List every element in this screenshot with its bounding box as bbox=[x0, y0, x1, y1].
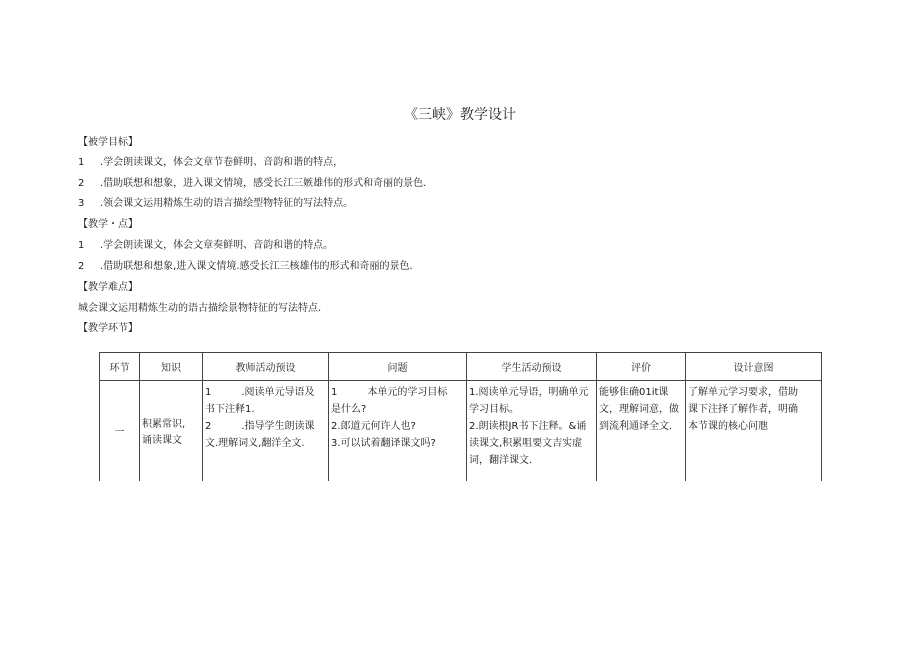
table-row bbox=[100, 381, 822, 482]
question-line-number: 1 bbox=[331, 387, 338, 398]
goal-number: 2 bbox=[78, 178, 85, 189]
question-line bbox=[331, 384, 464, 401]
key-point-item bbox=[78, 260, 413, 274]
question-line: 3.可以试着翻译课文吗? bbox=[331, 438, 436, 449]
student-line: 学习目标。 bbox=[469, 404, 519, 415]
header-knowledge: 知识 bbox=[140, 353, 203, 381]
cell-student-activity bbox=[467, 381, 597, 482]
goal-text: .领会课文运用精炼生动的语言描绘型物特征的写法特点。 bbox=[100, 198, 354, 209]
evaluation-line: 文，理解词意，做 bbox=[599, 404, 679, 415]
header-design-intent: 设计意图 bbox=[686, 353, 822, 381]
key-point-number: 1 bbox=[78, 240, 85, 251]
intent-line: 了解单元学习要求，借助 bbox=[688, 387, 798, 398]
goals-heading: 【被学目标】 bbox=[78, 137, 138, 148]
header-questions: 问题 bbox=[329, 353, 467, 381]
teacher-line-text: .阅读单元导语及 bbox=[241, 387, 315, 398]
table-header-row bbox=[100, 353, 822, 381]
goal-item bbox=[78, 177, 426, 191]
goal-item bbox=[78, 197, 353, 211]
key-points-heading: 【教学・点】 bbox=[78, 219, 138, 230]
header-step: 环节 bbox=[100, 353, 140, 381]
key-point-text: .学会朗读课文，体会文章奏鲜明、音韵和谐的特点。 bbox=[100, 240, 334, 251]
cell-design-intent bbox=[686, 381, 822, 482]
header-teacher-activity: 教师活动预设 bbox=[203, 353, 329, 381]
teacher-line-number: 1 bbox=[205, 387, 212, 398]
teacher-line: 书下注释1. bbox=[205, 404, 255, 415]
teaching-steps-table bbox=[99, 352, 822, 481]
student-line: 1.阅读单元导语，明确单元 bbox=[469, 387, 589, 398]
student-line: 词，翻洋课文. bbox=[469, 455, 533, 466]
knowledge-line: 诵读课文 bbox=[142, 434, 182, 446]
student-line: 2.朗读根JR书下注释。&诵 bbox=[469, 421, 587, 432]
knowledge-line: 积累常识, bbox=[142, 418, 186, 430]
cell-teacher-activity bbox=[203, 381, 329, 482]
evaluation-line: 到流利通译全文. bbox=[599, 421, 673, 432]
student-line: 读课文,积累咀要文吉实虚 bbox=[469, 438, 583, 449]
cell-step: 一 bbox=[100, 381, 140, 482]
header-evaluation: 评价 bbox=[597, 353, 686, 381]
intent-line: 本节课的核心问虺 bbox=[688, 421, 768, 432]
key-point-text: .借助联想和想象,进入课文情境.感受长江三核雄伟的形式和奇丽的景色. bbox=[100, 261, 413, 272]
intent-line: 课下注择了解作者，明确 bbox=[688, 404, 798, 415]
document-title: 《三峡》教学设计 bbox=[404, 107, 516, 123]
steps-heading: 【教学环节】 bbox=[78, 323, 138, 334]
goal-item bbox=[78, 156, 343, 170]
question-line: 2.郎道元何许人也? bbox=[331, 421, 416, 432]
question-line-text: 本单元的学习目标 bbox=[367, 387, 448, 398]
cell-knowledge bbox=[140, 381, 203, 482]
goal-number: 3 bbox=[78, 198, 85, 209]
cell-questions bbox=[329, 381, 467, 482]
teacher-line-number: 2 bbox=[205, 421, 212, 432]
difficulty-heading: 【教学难点】 bbox=[78, 282, 138, 293]
evaluation-line: 能够隹确01it课 bbox=[599, 387, 669, 398]
teacher-line-text: .指导学生朗读课 bbox=[241, 421, 315, 432]
goal-text: .借助联想和想象，进入课文情境，感受长江三嫉雄伟的形式和奇丽的景色. bbox=[100, 178, 427, 189]
difficulty-text: 城会课文运用精炼生动的语古描绘景物特征的写法特点. bbox=[78, 303, 322, 314]
header-student-activity: 学生活动预设 bbox=[467, 353, 597, 381]
key-point-item bbox=[78, 239, 333, 253]
teacher-line bbox=[205, 384, 326, 401]
cell-evaluation bbox=[597, 381, 686, 482]
key-point-number: 2 bbox=[78, 261, 85, 272]
question-line: 是什么? bbox=[331, 404, 367, 415]
teacher-line bbox=[205, 418, 326, 435]
goal-text: .学会朗读课文，体会文章节卷鲜明、音韵和谐的特点， bbox=[100, 157, 344, 168]
goal-number: 1 bbox=[78, 157, 85, 168]
teacher-line: 文.理解词义,翻洋全文. bbox=[205, 438, 305, 449]
